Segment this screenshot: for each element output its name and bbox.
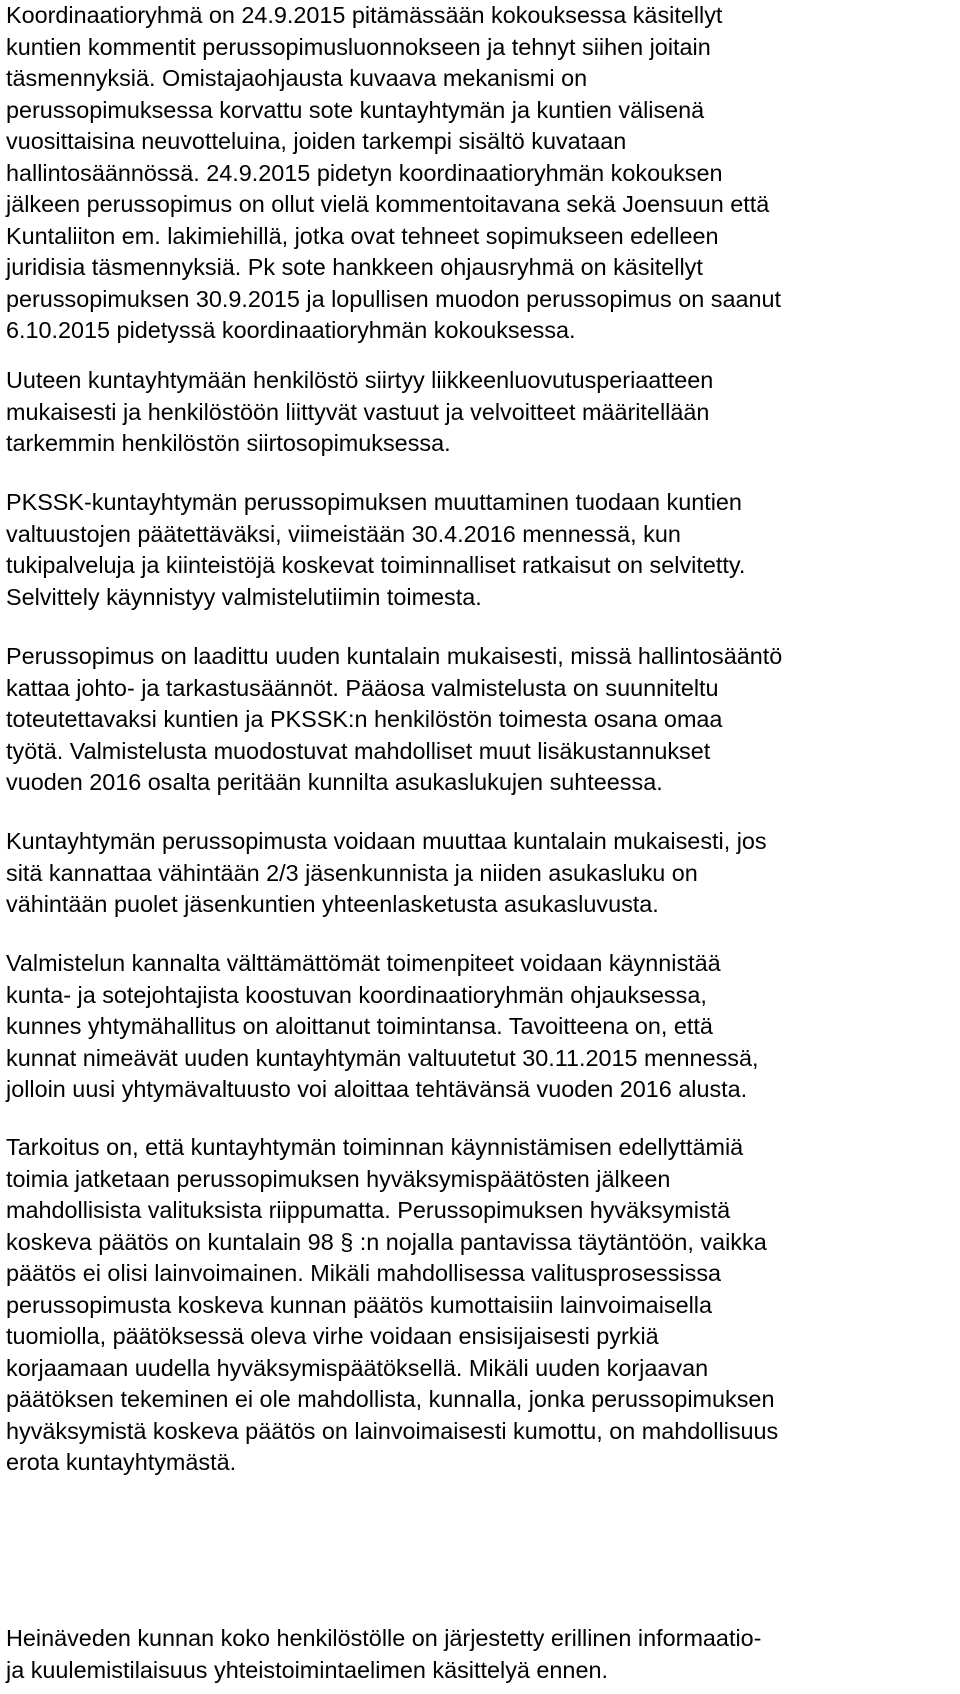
text-line: täsmennyksiä. Omistajaohjausta kuvaava mekanismi on [6,65,588,91]
text-line: kattaa johto- ja tarkastusäännöt. Pääosa valmistelusta on suunniteltu [6,674,719,701]
text-line: valtuustojen päätettäväksi, viimeistään 30.4.2016 mennessä, kun [6,520,681,547]
text-line: kunnes yhtymähallitus on aloittanut toimintansa. Tavoitteena on, että [6,1013,713,1039]
text-line: tukipalveluja ja kiinteistöjä koskevat toiminnalliset ratkaisut on selvitetty. [6,552,746,578]
text-line: Kuntayhtymän perussopimusta voidaan muuttaa kuntalain mukaisesti, jos [6,828,767,854]
text-line: Perussopimus on laadittu uuden kuntalain mukaisesti, missä hallintosääntö [6,643,783,669]
paragraph-decision-appeals [6,1132,956,1479]
text-line: vähintään puolet jäsenkuntien yhteenlasketusta asukasluvusta. [6,891,659,917]
paragraph-heinavesi-information [6,1623,956,1686]
text-line: Uuteen kuntayhtymään henkilöstö siirtyy liikkeenluovutusperiaatteen [6,367,714,393]
text-line: päätös ei olisi lainvoimainen. Mikäli mahdollisessa valitusprosessissa [6,1260,722,1286]
text-line: mahdollisista valituksista riippumatta. Perussopimuksen hyväksymistä [6,1197,731,1223]
text-line: kuntien kommentit perussopimusluonnokseen ja tehnyt siihen joitain [6,33,711,60]
text-line: kunnat nimeävät uuden kuntayhtymän valtuutetut 30.11.2015 mennessä, [6,1044,759,1071]
text-line: koskeva päätös on kuntalain 98 § :n nojalla pantavissa täytäntöön, vaikka [6,1228,767,1255]
text-line: toteutettavaksi kuntien ja PKSSK:n henkilöstön toimesta osana omaa [6,706,723,732]
text-line: Valmistelun kannalta välttämättömät toimenpiteet voidaan käynnistää [6,950,721,976]
text-line: kunta- ja sotejohtajista koostuvan koordinaatioryhmän ohjauksessa, [6,981,707,1008]
text-line: perussopimusta koskeva kunnan päätös kumottaisiin lainvoimaisella [6,1291,712,1318]
text-line: tarkemmin henkilöstön siirtosopimuksessa. [6,430,451,456]
paragraph-staff-transfer [6,365,956,460]
text-line: tuomiolla, päätöksessä oleva virhe voidaan ensisijaisesti pyrkiä [6,1323,659,1349]
text-line: vuosittaisina neuvotteluina, joiden tarkempi sisältö kuvataan [6,128,627,154]
text-line: Heinäveden kunnan koko henkilöstölle on järjestetty erillinen informaatio- [6,1625,762,1651]
text-line: vuoden 2016 osalta peritään kunnilta asukaslukujen suhteessa. [6,769,663,795]
text-line: työtä. Valmistelusta muodostuvat mahdolliset muut lisäkustannukset [6,737,711,764]
text-line: mukaisesti ja henkilöstöön liittyvät vastuut ja velvoitteet määritellään [6,398,710,425]
text-line: jolloin uusi yhtymävaltuusto voi aloittaa tehtävänsä vuoden 2016 alusta. [6,1076,748,1102]
paragraph-preparation-measures [6,948,956,1106]
text-line: Kuntaliiton em. lakimiehillä, jotka ovat tehneet sopimukseen edelleen [6,222,719,249]
text-line: ja kuulemistilaisuus yhteistoimintaelimen käsittelyä ennen. [6,1656,608,1683]
text-line: juridisia täsmennyksiä. Pk sote hankkeen ohjausryhmä on käsitellyt [6,254,703,280]
text-line: Selvittely käynnistyy valmistelutiimin toimesta. [6,583,482,610]
text-line: 6.10.2015 pidetyssä koordinaatioryhmän kokouksessa. [6,317,576,343]
text-line: päätöksen tekeminen ei ole mahdollista, kunnalla, jonka perussopimuksen [6,1386,775,1412]
text-line: jälkeen perussopimus on ollut vielä kommentoitavana sekä Joensuun että [6,191,770,217]
text-line: Koordinaatioryhmä on 24.9.2015 pitämässään kokouksessa käsitellyt [6,2,723,28]
text-line: hallintosäännössä. 24.9.2015 pidetyn koordinaatioryhmän kokouksen [6,159,723,186]
paragraph-agreement-change-rules [6,826,956,921]
text-line: sitä kannattaa vähintään 2/3 jäsenkunnista ja niiden asukasluku on [6,859,698,886]
text-line: erota kuntayhtymästä. [6,1449,237,1475]
text-line: toimia jatketaan perussopimuksen hyväksymispäätösten jälkeen [6,1165,671,1192]
paragraph-coordination-group-meeting [6,0,956,347]
text-line: korjaamaan uudella hyväksymispäätöksellä. Mikäli uuden korjaavan [6,1354,709,1381]
text-line: hyväksymistä koskeva päätös on lainvoimaisesti kumottu, on mahdollisuus [6,1417,779,1444]
paragraph-agreement-drafting [6,641,956,799]
text-line: perussopimuksen 30.9.2015 ja lopullisen muodon perussopimus on saanut [6,285,781,312]
text-line: PKSSK-kuntayhtymän perussopimuksen muuttaminen tuodaan kuntien [6,489,742,515]
text-line: Tarkoitus on, että kuntayhtymän toiminnan käynnistämisen edellyttämiä [6,1134,744,1160]
paragraph-agreement-amendment [6,487,956,613]
text-line: perussopimuksessa korvattu sote kuntayhtymän ja kuntien välisenä [6,96,705,123]
